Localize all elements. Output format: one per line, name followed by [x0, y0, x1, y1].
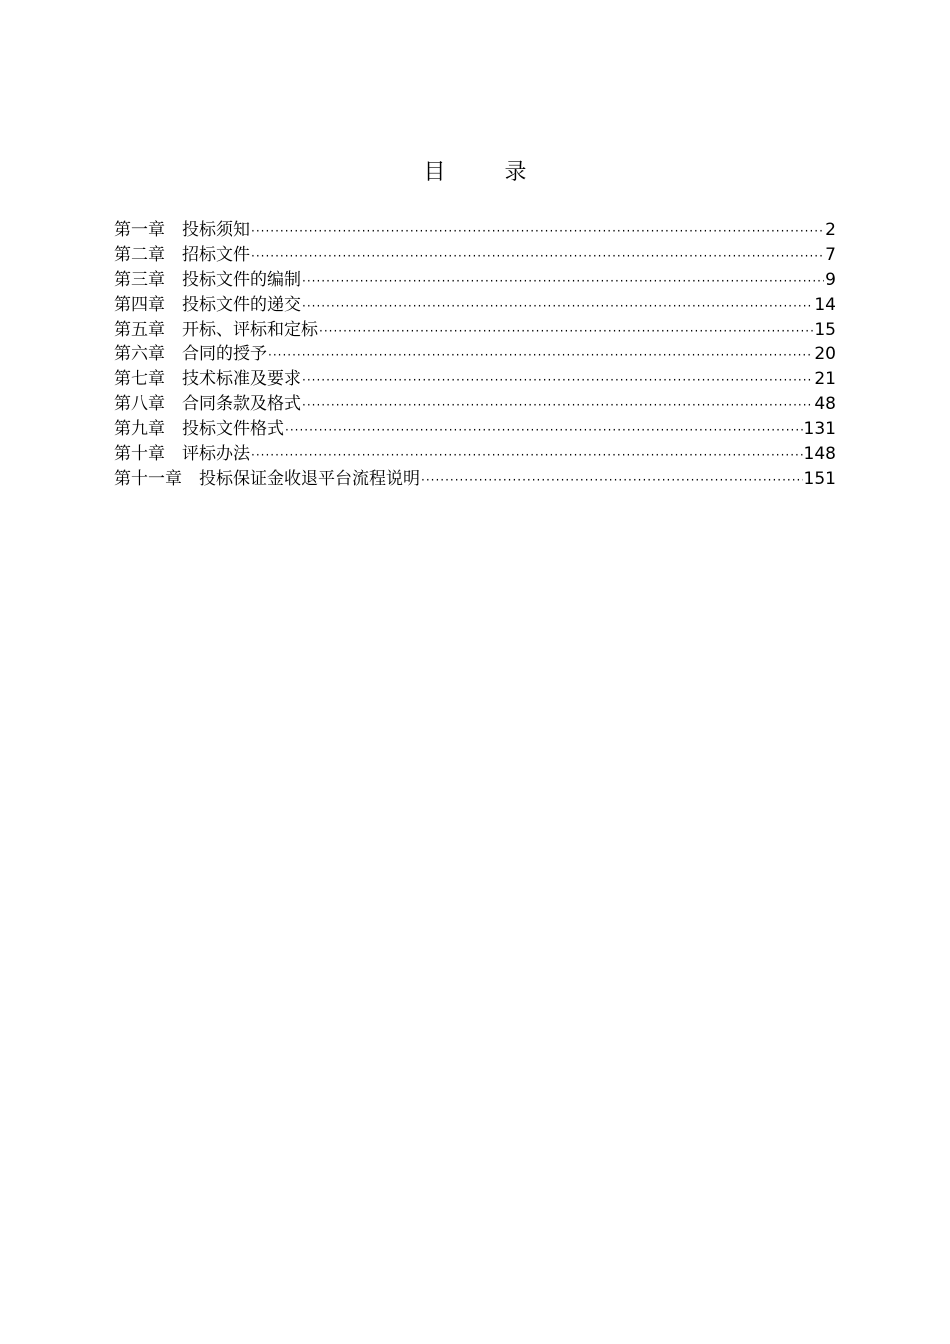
toc-entry-label: 第五章 开标、评标和定标: [114, 319, 318, 340]
toc-dot-leader: [302, 294, 813, 319]
toc-dot-leader: [251, 443, 803, 468]
toc-entry[interactable]: [114, 218, 836, 243]
toc-entry-label: 第七章 技术标准及要求: [114, 369, 301, 390]
toc-entry-page: 48: [814, 394, 836, 415]
toc-entry-label: 第四章 投标文件的递交: [114, 294, 301, 315]
toc-dot-leader: [302, 368, 813, 393]
toc-entry-label: 第十一章 投标保证金收退平台流程说明: [114, 468, 420, 489]
toc-entry-page: 15: [814, 319, 836, 340]
toc-entry[interactable]: [114, 392, 836, 417]
toc-entry-label: 第一章 投标须知: [114, 220, 250, 240]
toc-dot-leader: [251, 244, 824, 269]
toc-title: 目 录: [423, 160, 553, 185]
toc-entry-label: 第九章 投标文件格式: [114, 419, 284, 440]
toc-list: [114, 218, 836, 492]
toc-entry-page: 131: [803, 419, 836, 440]
toc-entry-page: 2: [825, 220, 836, 240]
toc-entry-page: 20: [814, 344, 836, 365]
toc-dot-leader: [302, 393, 813, 418]
toc-entry[interactable]: [114, 342, 836, 367]
toc-entry-page: 21: [814, 369, 836, 390]
toc-entry[interactable]: [114, 467, 836, 492]
toc-dot-leader: [251, 219, 824, 244]
toc-entry-page: 9: [825, 269, 836, 290]
toc-dot-leader: [302, 269, 824, 294]
toc-entry-page: 14: [814, 294, 836, 315]
toc-entry-label: 第二章 招标文件: [114, 244, 250, 265]
toc-entry[interactable]: [114, 293, 836, 318]
toc-dot-leader: [421, 468, 803, 493]
toc-entry-page: 151: [803, 468, 836, 489]
toc-entry[interactable]: [114, 318, 836, 343]
toc-dot-leader: [268, 343, 813, 368]
toc-dot-leader: [319, 319, 813, 344]
toc-entry-label: 第三章 投标文件的编制: [114, 269, 301, 290]
toc-entry-page: 7: [825, 244, 836, 265]
toc-entry[interactable]: [114, 268, 836, 293]
toc-entry-label: 第八章 合同条款及格式: [114, 394, 301, 415]
toc-entry-label: 第六章 合同的授予: [114, 344, 267, 365]
toc-dot-leader: [285, 418, 803, 443]
toc-entry[interactable]: [114, 243, 836, 268]
toc-entry[interactable]: [114, 442, 836, 467]
toc-entry-label: 第十章 评标办法: [114, 444, 250, 465]
toc-entry[interactable]: [114, 417, 836, 442]
toc-entry[interactable]: [114, 367, 836, 392]
toc-entry-page: 148: [803, 444, 836, 465]
